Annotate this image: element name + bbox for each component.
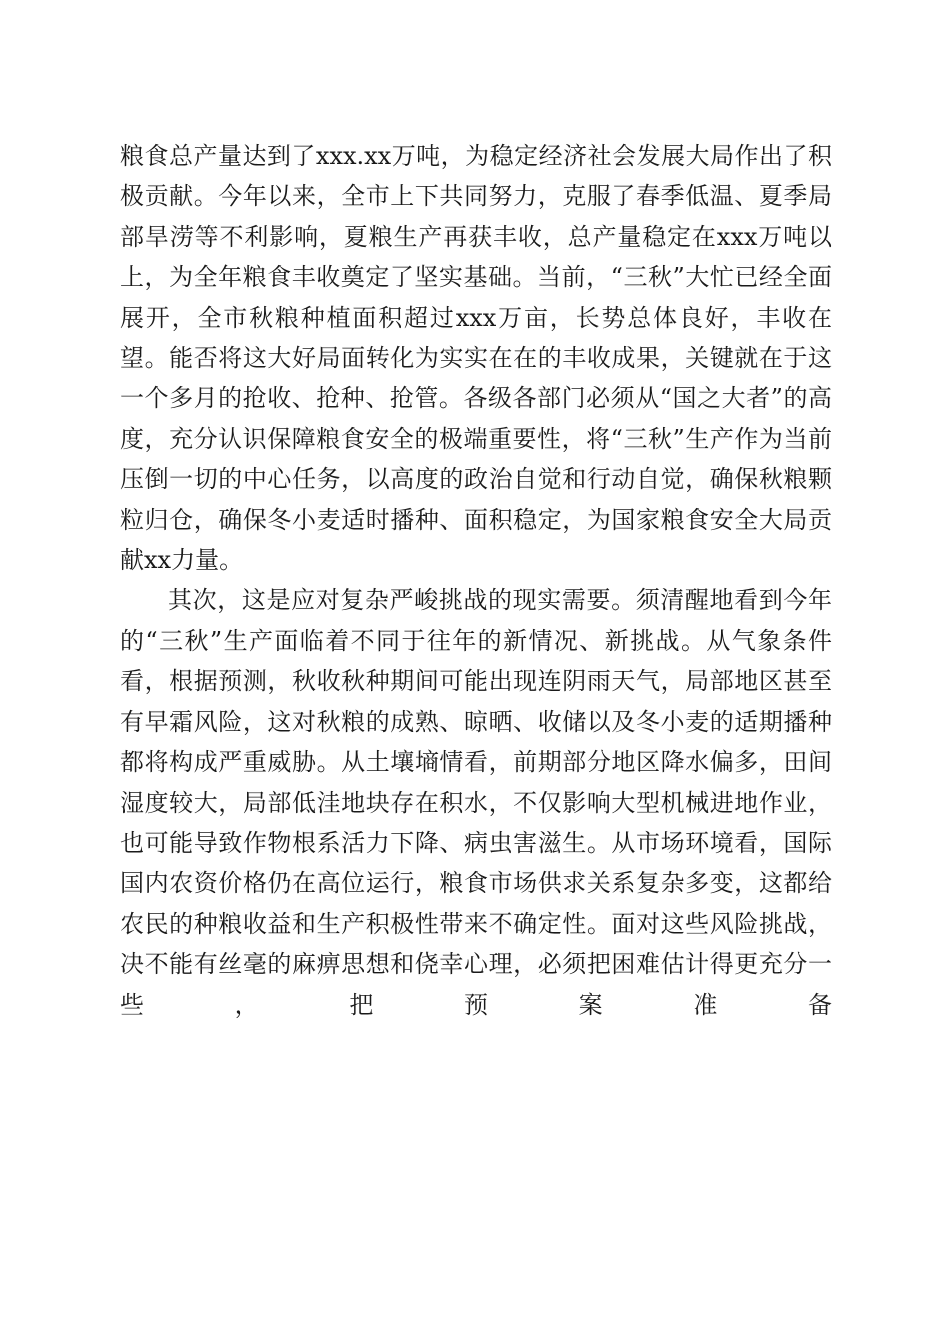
- document-body: [120, 136, 832, 1025]
- paragraph-challenges: 其次，这是应对复杂严峻挑战的现实需要。须清醒地看到今年的“三秋”生产面临着不同于往年的新情况、新挑战。从气象条件看，根据预测，秋收秋种期间可能出现连阴雨天气，局部地区甚至有早霜风险，这对秋粮的成熟、晾晒、收储以及冬小麦的适期播种都将构成严重威胁。从土壤墒情看，前期部分地区降水偏多，田间湿度较大，局部低洼地块存在积水，不仅影响大型机械进地作业，也可能导致作物根系活力下降、病虫害滋生。从市场环境看，国际国内农资价格仍在高位运行，粮食市场供求关系复杂多变，这都给农民的种粮收益和生产积极性带来不确定性。面对这些风险挑战，决不能有丝毫的麻痹思想和侥幸心理，必须把困难估计得更充分一些，把预案准备: [120, 586, 832, 1019]
- paragraph-grain-output-continued: 粮食总产量达到了xxx.xx万吨，为稳定经济社会发展大局作出了积极贡献。今年以来，全市上下共同努力，克服了春季低温、夏季局部旱涝等不利影响，夏粮生产再获丰收，总产量稳定在xxx万吨以上，为全年粮食丰收奠定了坚实基础。当前，“三秋”大忙已经全面展开，全市秋粮种植面积超过xxx万亩，长势总体良好，丰收在望。能否将这大好局面转化为实实在在的丰收成果，关键就在于这一个多月的抢收、抢种、抢管。各级各部门必须从“国之大者”的高度，充分认识保障粮食安全的极端重要性，将“三秋”生产作为当前压倒一切的中心任务，以高度的政治自觉和行动自觉，确保秋粮颗粒归仓，确保冬小麦适时播种、面积稳定，为国家粮食安全大局贡献xx力量。: [120, 142, 832, 575]
